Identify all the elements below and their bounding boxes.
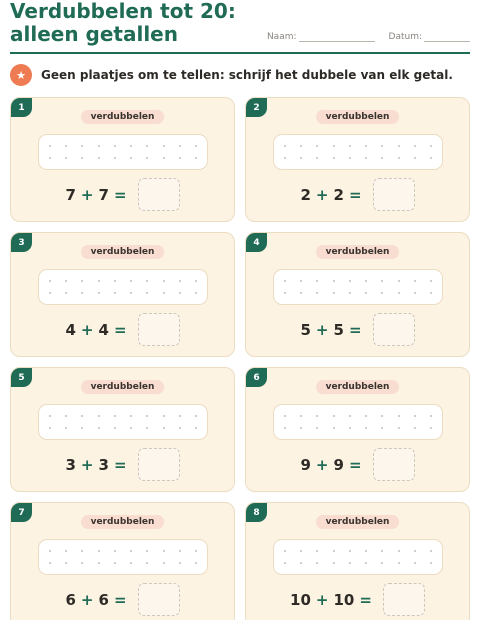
- addend-b: 2: [333, 185, 344, 204]
- count-dot: [430, 145, 432, 147]
- count-dot: [81, 415, 83, 417]
- count-dot: [349, 280, 351, 282]
- count-dot: [65, 157, 67, 159]
- star-icon: ★: [10, 64, 32, 86]
- answer-box[interactable]: [138, 583, 180, 616]
- dot-row: [49, 145, 197, 147]
- equation: [246, 313, 469, 346]
- count-dot: [195, 145, 197, 147]
- count-dot: [316, 550, 318, 552]
- dot-box: [38, 404, 208, 440]
- count-dot: [146, 562, 148, 564]
- instruction-text: Geen plaatjes om te tellen: schrijf het dubbele van elk getal.: [41, 68, 453, 82]
- count-dot: [114, 280, 116, 282]
- equals-sign: =: [113, 455, 127, 474]
- count-dot: [381, 562, 383, 564]
- count-dot: [333, 292, 335, 294]
- count-dot: [49, 145, 51, 147]
- addend-b: 4: [98, 320, 109, 339]
- count-dot: [49, 280, 51, 282]
- name-line[interactable]: [299, 34, 375, 42]
- count-dot: [65, 550, 67, 552]
- count-dot: [349, 427, 351, 429]
- count-dot: [179, 280, 181, 282]
- equation: [11, 583, 234, 616]
- count-dot: [349, 292, 351, 294]
- count-dot: [300, 550, 302, 552]
- task-card: [10, 97, 235, 222]
- count-dot: [300, 280, 302, 282]
- count-dot: [195, 427, 197, 429]
- page-title: Verdubbelen tot 20: alleen getallen: [10, 0, 236, 46]
- addend-a: 2: [300, 185, 311, 204]
- count-dot: [114, 427, 116, 429]
- count-dot: [365, 562, 367, 564]
- count-dot: [195, 562, 197, 564]
- count-dot: [333, 157, 335, 159]
- count-dot: [195, 157, 197, 159]
- equals-sign: =: [348, 320, 362, 339]
- answer-box[interactable]: [138, 448, 180, 481]
- task-card: [245, 97, 470, 222]
- count-dot: [130, 562, 132, 564]
- count-dot: [65, 280, 67, 282]
- count-dot: [430, 562, 432, 564]
- dot-row: [49, 280, 197, 282]
- count-dot: [333, 550, 335, 552]
- count-dot: [81, 280, 83, 282]
- count-dot: [98, 550, 100, 552]
- count-dot: [130, 415, 132, 417]
- plus-sign: +: [80, 320, 94, 339]
- count-dot: [98, 157, 100, 159]
- answer-box[interactable]: [383, 583, 425, 616]
- count-dot: [333, 427, 335, 429]
- count-dot: [398, 280, 400, 282]
- count-dot: [146, 415, 148, 417]
- addend-b: 7: [98, 185, 109, 204]
- dot-box: [38, 539, 208, 575]
- dot-box: [273, 269, 443, 305]
- count-dot: [300, 415, 302, 417]
- task-number: 3: [11, 233, 32, 252]
- date-line[interactable]: [424, 34, 470, 42]
- equation: [11, 178, 234, 211]
- count-dot: [316, 145, 318, 147]
- count-dot: [195, 280, 197, 282]
- count-dot: [398, 157, 400, 159]
- count-dot: [381, 550, 383, 552]
- task-label: verdubbelen: [316, 515, 400, 529]
- count-dot: [284, 292, 286, 294]
- count-dot: [81, 562, 83, 564]
- task-card: [245, 502, 470, 620]
- count-dot: [130, 427, 132, 429]
- answer-box[interactable]: [373, 448, 415, 481]
- count-dot: [414, 280, 416, 282]
- task-label: verdubbelen: [81, 110, 165, 124]
- count-dot: [179, 157, 181, 159]
- dot-row: [284, 157, 432, 159]
- count-dot: [130, 145, 132, 147]
- addend-a: 7: [65, 185, 76, 204]
- addend-a: 10: [290, 590, 311, 609]
- count-dot: [98, 427, 100, 429]
- count-dot: [195, 415, 197, 417]
- count-dot: [316, 415, 318, 417]
- count-dot: [98, 562, 100, 564]
- dot-box: [273, 404, 443, 440]
- count-dot: [398, 550, 400, 552]
- dot-row: [284, 280, 432, 282]
- addend-b: 6: [98, 590, 109, 609]
- count-dot: [284, 145, 286, 147]
- count-dot: [365, 145, 367, 147]
- count-dot: [430, 415, 432, 417]
- dot-row: [284, 292, 432, 294]
- count-dot: [146, 427, 148, 429]
- task-label: verdubbelen: [316, 245, 400, 259]
- addend-b: 9: [333, 455, 344, 474]
- equals-sign: =: [359, 590, 372, 609]
- name-label: Naam:: [266, 32, 297, 42]
- count-dot: [349, 157, 351, 159]
- equation: [11, 313, 234, 346]
- count-dot: [316, 427, 318, 429]
- count-dot: [179, 427, 181, 429]
- count-dot: [179, 562, 181, 564]
- worksheet-header: [10, 0, 470, 54]
- dot-box: [273, 539, 443, 575]
- count-dot: [365, 427, 367, 429]
- count-dot: [316, 562, 318, 564]
- plus-sign: +: [80, 185, 94, 204]
- count-dot: [284, 562, 286, 564]
- count-dot: [65, 145, 67, 147]
- count-dot: [349, 145, 351, 147]
- count-dot: [98, 415, 100, 417]
- equation: [246, 178, 469, 211]
- count-dot: [381, 292, 383, 294]
- count-dot: [349, 550, 351, 552]
- plus-sign: +: [315, 320, 329, 339]
- count-dot: [284, 157, 286, 159]
- dot-row: [284, 562, 432, 564]
- count-dot: [349, 562, 351, 564]
- addend-b: 5: [333, 320, 344, 339]
- count-dot: [163, 280, 165, 282]
- count-dot: [430, 550, 432, 552]
- addend-a: 3: [65, 455, 76, 474]
- addend-b: 3: [98, 455, 109, 474]
- count-dot: [300, 562, 302, 564]
- count-dot: [316, 157, 318, 159]
- addend-a: 5: [300, 320, 311, 339]
- count-dot: [333, 562, 335, 564]
- answer-box[interactable]: [138, 178, 180, 211]
- count-dot: [163, 427, 165, 429]
- count-dot: [179, 292, 181, 294]
- date-field[interactable]: [389, 32, 470, 42]
- count-dot: [316, 280, 318, 282]
- count-dot: [49, 562, 51, 564]
- count-dot: [414, 292, 416, 294]
- dot-row: [49, 157, 197, 159]
- count-dot: [284, 415, 286, 417]
- count-dot: [414, 145, 416, 147]
- count-dot: [114, 415, 116, 417]
- count-dot: [398, 427, 400, 429]
- count-dot: [398, 145, 400, 147]
- count-dot: [316, 292, 318, 294]
- task-grid: [10, 97, 470, 620]
- count-dot: [300, 427, 302, 429]
- count-dot: [179, 145, 181, 147]
- count-dot: [130, 550, 132, 552]
- equation: [246, 448, 469, 481]
- count-dot: [414, 427, 416, 429]
- count-dot: [114, 292, 116, 294]
- count-dot: [284, 280, 286, 282]
- task-number: 7: [11, 503, 32, 522]
- count-dot: [381, 145, 383, 147]
- equals-sign: =: [113, 320, 127, 339]
- count-dot: [146, 145, 148, 147]
- dot-box: [38, 134, 208, 170]
- plus-sign: +: [80, 455, 94, 474]
- count-dot: [130, 157, 132, 159]
- count-dot: [65, 292, 67, 294]
- plus-sign: +: [80, 590, 94, 609]
- count-dot: [146, 157, 148, 159]
- count-dot: [114, 157, 116, 159]
- plus-sign: +: [315, 590, 329, 609]
- count-dot: [300, 157, 302, 159]
- count-dot: [284, 550, 286, 552]
- count-dot: [163, 550, 165, 552]
- dot-row: [284, 145, 432, 147]
- count-dot: [130, 280, 132, 282]
- dot-row: [49, 550, 197, 552]
- count-dot: [381, 157, 383, 159]
- count-dot: [163, 292, 165, 294]
- task-number: 6: [246, 368, 267, 387]
- count-dot: [114, 562, 116, 564]
- equals-sign: =: [113, 185, 127, 204]
- task-number: 4: [246, 233, 267, 252]
- equals-sign: =: [113, 590, 127, 609]
- task-card: [245, 367, 470, 492]
- task-card: [10, 367, 235, 492]
- dot-row: [284, 415, 432, 417]
- count-dot: [414, 562, 416, 564]
- plus-sign: +: [315, 455, 329, 474]
- answer-box[interactable]: [373, 178, 415, 211]
- equation: [246, 583, 469, 616]
- count-dot: [114, 145, 116, 147]
- count-dot: [381, 415, 383, 417]
- count-dot: [65, 427, 67, 429]
- count-dot: [365, 280, 367, 282]
- equals-sign: =: [348, 185, 362, 204]
- equals-sign: =: [348, 455, 362, 474]
- count-dot: [414, 157, 416, 159]
- answer-box[interactable]: [138, 313, 180, 346]
- count-dot: [284, 427, 286, 429]
- addend-a: 9: [300, 455, 311, 474]
- count-dot: [381, 280, 383, 282]
- count-dot: [81, 427, 83, 429]
- count-dot: [398, 562, 400, 564]
- count-dot: [195, 550, 197, 552]
- count-dot: [381, 427, 383, 429]
- count-dot: [81, 292, 83, 294]
- dot-row: [284, 550, 432, 552]
- count-dot: [81, 157, 83, 159]
- date-label: Datum:: [388, 32, 422, 42]
- student-info: [267, 32, 470, 42]
- count-dot: [365, 550, 367, 552]
- count-dot: [333, 145, 335, 147]
- task-label: verdubbelen: [81, 245, 165, 259]
- count-dot: [414, 550, 416, 552]
- count-dot: [49, 292, 51, 294]
- count-dot: [49, 157, 51, 159]
- count-dot: [146, 280, 148, 282]
- count-dot: [398, 292, 400, 294]
- dot-box: [38, 269, 208, 305]
- addend-a: 6: [65, 590, 76, 609]
- count-dot: [65, 415, 67, 417]
- dot-box: [273, 134, 443, 170]
- count-dot: [98, 280, 100, 282]
- count-dot: [365, 415, 367, 417]
- count-dot: [349, 415, 351, 417]
- count-dot: [414, 415, 416, 417]
- equation: [11, 448, 234, 481]
- count-dot: [365, 292, 367, 294]
- plus-sign: +: [315, 185, 329, 204]
- count-dot: [179, 550, 181, 552]
- task-number: 5: [11, 368, 32, 387]
- name-field[interactable]: [267, 32, 375, 42]
- count-dot: [365, 157, 367, 159]
- task-number: 1: [11, 98, 32, 117]
- count-dot: [98, 292, 100, 294]
- task-label: verdubbelen: [81, 515, 165, 529]
- count-dot: [430, 157, 432, 159]
- count-dot: [300, 292, 302, 294]
- dot-row: [49, 292, 197, 294]
- task-label: verdubbelen: [81, 380, 165, 394]
- count-dot: [49, 550, 51, 552]
- task-number: 2: [246, 98, 267, 117]
- count-dot: [398, 415, 400, 417]
- count-dot: [163, 415, 165, 417]
- task-number: 8: [246, 503, 267, 522]
- dot-row: [49, 562, 197, 564]
- addend-a: 4: [65, 320, 76, 339]
- count-dot: [98, 145, 100, 147]
- task-label: verdubbelen: [316, 110, 400, 124]
- count-dot: [333, 280, 335, 282]
- count-dot: [163, 157, 165, 159]
- count-dot: [430, 292, 432, 294]
- dot-row: [49, 427, 197, 429]
- dot-row: [49, 415, 197, 417]
- count-dot: [146, 292, 148, 294]
- task-card: [10, 502, 235, 620]
- count-dot: [65, 562, 67, 564]
- task-card: [245, 232, 470, 357]
- count-dot: [430, 280, 432, 282]
- instruction-bar: [10, 63, 470, 87]
- task-card: [10, 232, 235, 357]
- count-dot: [81, 550, 83, 552]
- dot-row: [284, 427, 432, 429]
- count-dot: [300, 145, 302, 147]
- count-dot: [114, 550, 116, 552]
- count-dot: [146, 550, 148, 552]
- count-dot: [49, 415, 51, 417]
- answer-box[interactable]: [373, 313, 415, 346]
- count-dot: [81, 145, 83, 147]
- task-label: verdubbelen: [316, 380, 400, 394]
- count-dot: [179, 415, 181, 417]
- addend-b: 10: [333, 590, 355, 609]
- count-dot: [333, 415, 335, 417]
- count-dot: [430, 427, 432, 429]
- count-dot: [163, 145, 165, 147]
- count-dot: [130, 292, 132, 294]
- count-dot: [195, 292, 197, 294]
- count-dot: [163, 562, 165, 564]
- count-dot: [49, 427, 51, 429]
